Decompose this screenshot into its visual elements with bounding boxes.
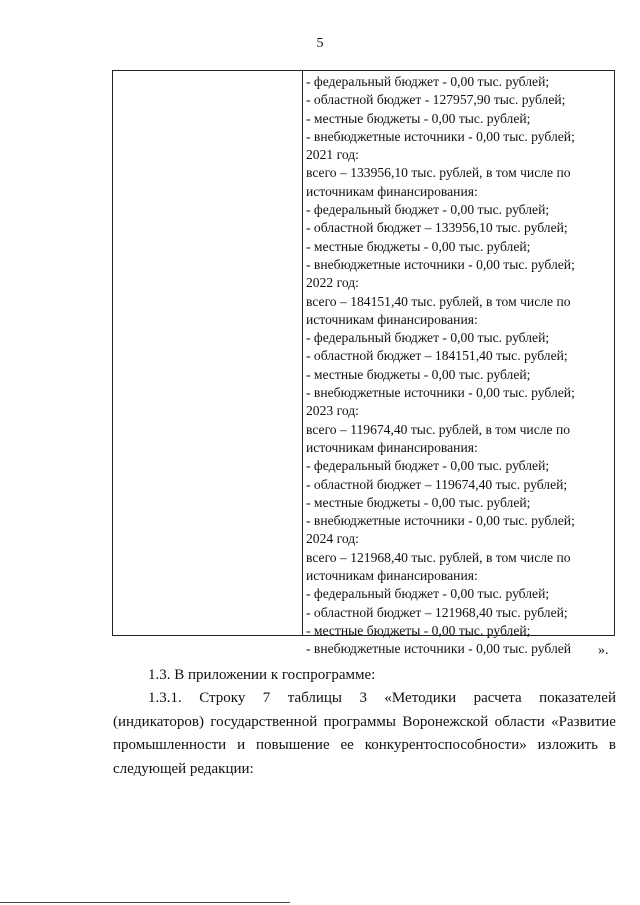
table-line: - областной бюджет - 127957,90 тыс. рублей; <box>306 92 566 108</box>
table-line: источникам финансирования: <box>306 568 478 584</box>
table-line: - областной бюджет – 184151,40 тыс. рублей; <box>306 348 568 364</box>
body-line <box>113 734 616 758</box>
word: повышение <box>256 737 330 753</box>
table-line: - местные бюджеты - 0,00 тыс. рублей; <box>306 494 531 510</box>
section-body <box>113 687 616 781</box>
table-line: - федеральный бюджет - 0,00 тыс. рублей; <box>306 458 550 474</box>
funding-table <box>112 70 615 657</box>
word: 7 <box>262 690 271 706</box>
table-line: - внебюджетные источники - 0,00 тыс. рублей <box>306 641 572 657</box>
table-line: - федеральный бюджет - 0,00 тыс. рублей; <box>306 74 550 89</box>
word: Воронежской <box>402 713 489 730</box>
table-line: - местные бюджеты - 0,00 тыс. рублей; <box>306 622 531 638</box>
word: программы <box>323 713 396 730</box>
table-line: всего – 119674,40 тыс. рублей, в том числе по <box>306 421 571 437</box>
word: и <box>237 737 246 753</box>
word: «Развитие <box>551 713 616 730</box>
table-line: 2022 год: <box>306 275 359 291</box>
word: государственной <box>210 713 318 730</box>
word: 3 <box>359 690 367 706</box>
page-number: 5 <box>316 36 324 51</box>
table-line: источникам финансирования: <box>306 311 478 327</box>
table-line: - местные бюджеты - 0,00 тыс. рублей; <box>306 366 531 382</box>
table-line: - областной бюджет – 121968,40 тыс. рублей; <box>306 604 568 620</box>
table-line: 2024 год: <box>306 531 359 547</box>
word: промышленности <box>113 737 227 753</box>
word: таблицы <box>287 690 343 706</box>
table-line: - местные бюджеты - 0,00 тыс. рублей; <box>306 110 531 126</box>
table-line: 2023 год: <box>306 403 359 419</box>
footer-rule <box>0 902 290 903</box>
table-line: 2021 год: <box>306 147 359 163</box>
word: показателей <box>539 690 616 706</box>
table-line: - внебюджетные источники - 0,00 тыс. рублей; <box>306 513 575 529</box>
table-right-cell <box>303 71 614 657</box>
section-heading: 1.3. В приложении к госпрограмме: <box>148 667 376 683</box>
table-line: - федеральный бюджет - 0,00 тыс. рублей; <box>306 586 550 602</box>
body-line <box>113 711 616 735</box>
table-line: всего – 121968,40 тыс. рублей, в том числе по <box>306 549 571 565</box>
table-line: - областной бюджет – 133956,10 тыс. рублей; <box>306 220 568 236</box>
word: расчета <box>473 690 522 706</box>
word: ее <box>340 737 354 753</box>
table-line: источникам финансирования: <box>306 439 478 455</box>
table-line: - областной бюджет – 119674,40 тыс. рублей; <box>306 476 568 492</box>
word: конкурентоспособности» <box>364 737 527 753</box>
word: Строку <box>199 690 246 706</box>
table-line: - внебюджетные источники - 0,00 тыс. рублей; <box>306 385 575 401</box>
word: изложить <box>537 737 599 753</box>
body-line <box>113 687 616 711</box>
closing-quote: ». <box>598 643 609 658</box>
table-line: источникам финансирования: <box>306 183 478 199</box>
table-line: - местные бюджеты - 0,00 тыс. рублей; <box>306 238 531 254</box>
table-line: всего – 133956,10 тыс. рублей, в том числе по <box>306 165 571 181</box>
body-line: следующей редакции: <box>113 760 254 777</box>
table-line: - федеральный бюджет - 0,00 тыс. рублей; <box>306 202 550 218</box>
table-left-cell <box>113 71 303 635</box>
table-line: - внебюджетные источники - 0,00 тыс. рублей; <box>306 256 575 272</box>
word: «Методики <box>384 690 457 706</box>
word: области <box>494 713 545 730</box>
word: 1.3.1. <box>148 690 182 706</box>
table-line: всего – 184151,40 тыс. рублей, в том числе по <box>306 293 571 309</box>
table-line: - федеральный бюджет - 0,00 тыс. рублей; <box>306 330 550 346</box>
word: в <box>608 737 616 753</box>
table-line: - внебюджетные источники - 0,00 тыс. рублей; <box>306 128 575 144</box>
word: (индикаторов) <box>113 713 204 730</box>
